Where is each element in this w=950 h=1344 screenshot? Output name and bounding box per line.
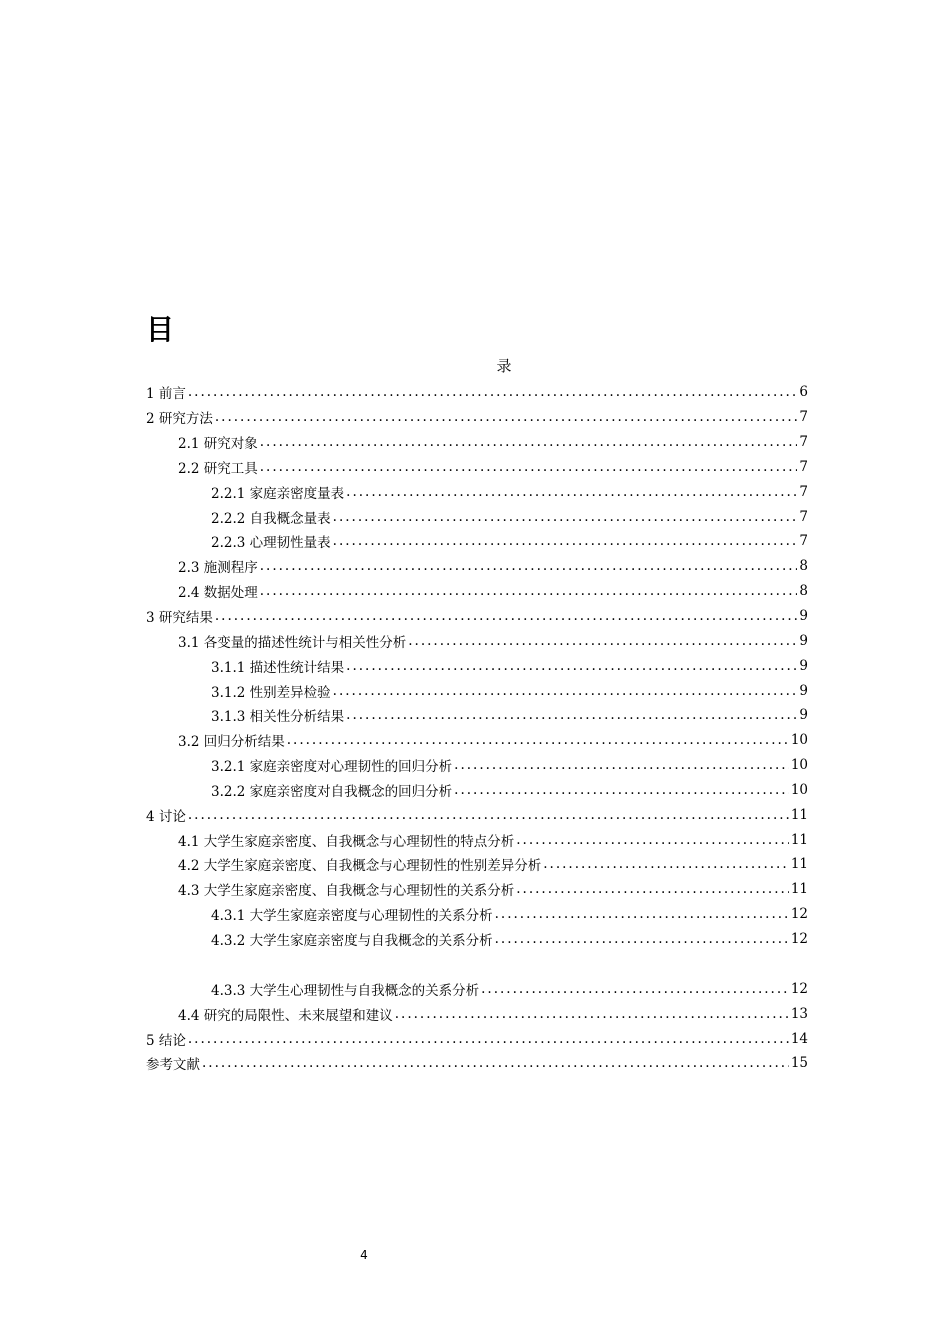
toc-entry[interactable] (146, 1026, 808, 1051)
toc-entry[interactable] (146, 430, 808, 455)
toc-entry[interactable] (146, 1001, 808, 1026)
toc-leader-dots (333, 683, 798, 699)
toc-entry-page: 8 (799, 583, 808, 600)
toc-entry-page: 6 (799, 384, 808, 401)
toc-entry-title: 2.2 研究工具 (178, 460, 258, 477)
toc-entry-title: 3.1.3 相关性分析结果 (211, 709, 345, 726)
toc-leader-dots (346, 484, 797, 500)
toc-leader-dots (260, 583, 798, 599)
toc-entry-title: 2.1 研究对象 (178, 436, 258, 453)
toc-entry-page: 12 (790, 906, 808, 923)
toc-entry[interactable] (146, 753, 808, 778)
toc-entry-title: 3.1.1 描述性统计结果 (211, 659, 345, 676)
toc-leader-dots (516, 881, 789, 897)
toc-entry-title: 4.4 研究的局限性、未来展望和建议 (178, 1007, 393, 1024)
toc-leader-dots (495, 906, 789, 922)
toc-entry-page: 7 (799, 508, 808, 525)
toc-entry[interactable] (146, 529, 808, 554)
toc-entry[interactable] (146, 504, 808, 529)
toc-leader-dots (188, 384, 798, 400)
toc-leader-dots (395, 1006, 789, 1022)
toc-entry-title: 1 前言 (146, 386, 186, 403)
toc-entry[interactable] (146, 455, 808, 480)
toc-entry-title: 2.2.3 心理韧性量表 (211, 535, 331, 552)
toc-leader-dots (287, 732, 789, 748)
toc-entry-page: 7 (799, 483, 808, 500)
toc-entry[interactable] (146, 827, 808, 852)
toc-leader-dots (188, 1031, 789, 1047)
toc-entry-title: 5 结论 (146, 1032, 186, 1049)
toc-leader-dots (495, 931, 789, 947)
toc-entry-page: 12 (790, 930, 808, 947)
toc-entry-title: 3 研究结果 (146, 610, 213, 627)
toc-leader-dots (215, 409, 798, 425)
toc-leader-dots (408, 633, 797, 649)
toc-entry[interactable] (146, 380, 808, 405)
toc-entry-page: 9 (799, 632, 808, 649)
toc-entry-page: 9 (799, 657, 808, 674)
toc-entry-page: 11 (790, 806, 808, 823)
toc-entry-page: 10 (790, 732, 808, 749)
page-number: 4 (360, 1248, 368, 1262)
toc-entry[interactable] (146, 405, 808, 430)
toc-entry-title: 3.2.2 家庭亲密度对自我概念的回归分析 (211, 783, 453, 800)
toc-entry-page: 11 (790, 881, 808, 898)
toc-entry-page: 15 (790, 1055, 808, 1072)
toc-entry-page: 9 (799, 608, 808, 625)
toc-leader-dots (333, 509, 798, 525)
toc-entry-title: 4.3.1 大学生家庭亲密度与心理韧性的关系分析 (211, 908, 493, 925)
toc-entry-title: 3.2 回归分析结果 (178, 734, 285, 751)
toc-leader-dots (202, 1055, 789, 1071)
toc-leader-dots (543, 856, 789, 872)
toc-entry-title: 4.3.3 大学生心理韧性与自我概念的关系分析 (211, 982, 480, 999)
toc-entry-page: 10 (790, 781, 808, 798)
toc-entry-title: 3.1.2 性别差异检验 (211, 684, 331, 701)
toc-entry-title: 2 研究方法 (146, 411, 213, 428)
toc-entry-page: 7 (799, 533, 808, 550)
toc-entry-page: 9 (799, 682, 808, 699)
toc-entry-page: 7 (799, 434, 808, 451)
toc-entry-page: 7 (799, 409, 808, 426)
toc-entry-page: 9 (799, 707, 808, 724)
toc-entry[interactable] (146, 902, 808, 927)
toc-entry-page: 7 (799, 458, 808, 475)
toc-entry[interactable] (146, 852, 808, 877)
toc-entry-title: 4.3 大学生家庭亲密度、自我概念与心理韧性的关系分析 (178, 883, 515, 900)
toc-entry-title: 2.2.2 自我概念量表 (211, 510, 331, 527)
toc-entry-page: 12 (790, 980, 808, 997)
toc-entry[interactable] (146, 554, 808, 579)
toc-leader-dots (346, 658, 797, 674)
toc-entry[interactable] (146, 579, 808, 604)
toc-entry-title: 4.1 大学生家庭亲密度、自我概念与心理韧性的特点分析 (178, 833, 515, 850)
toc-entry-title: 2.2.1 家庭亲密度量表 (211, 485, 345, 502)
toc-entry-title: 参考文献 (146, 1057, 200, 1074)
toc-leader-dots (260, 459, 798, 475)
toc-entry[interactable] (146, 479, 808, 504)
toc-entry-title: 4 讨论 (146, 808, 186, 825)
toc-entry[interactable] (146, 1051, 808, 1076)
toc-entry[interactable] (146, 802, 808, 827)
toc-entry[interactable] (146, 728, 808, 753)
toc-leader-dots (454, 782, 789, 798)
toc-entry-title: 3.1 各变量的描述性统计与相关性分析 (178, 634, 407, 651)
toc-entry-title: 4.3.2 大学生家庭亲密度与自我概念的关系分析 (211, 932, 493, 949)
toc-entry[interactable] (146, 678, 808, 703)
toc-leader-dots (215, 608, 798, 624)
toc-title-second-char: 录 (496, 357, 512, 375)
toc-entry-page: 11 (790, 831, 808, 848)
toc-entry-page: 11 (790, 856, 808, 873)
toc-entry[interactable] (146, 703, 808, 728)
toc-entry-title: 2.4 数据处理 (178, 585, 258, 602)
toc-leader-dots (346, 707, 797, 723)
toc-leader-dots (454, 757, 789, 773)
toc-leader-dots (481, 981, 789, 997)
toc-leader-dots (188, 807, 789, 823)
toc-entry[interactable] (146, 976, 808, 1001)
toc-entry-title: 3.2.1 家庭亲密度对心理韧性的回归分析 (211, 759, 453, 776)
table-of-contents (146, 380, 808, 1076)
toc-entry-page: 14 (790, 1030, 808, 1047)
toc-entry[interactable] (146, 604, 808, 629)
toc-entry[interactable] (146, 628, 808, 653)
toc-entry[interactable] (146, 877, 808, 902)
toc-title-first-char: 目 (146, 313, 175, 346)
toc-entry[interactable] (146, 927, 808, 952)
toc-entry-page: 13 (790, 1005, 808, 1022)
toc-leader-dots (260, 434, 798, 450)
toc-entry[interactable] (146, 653, 808, 678)
toc-entry[interactable] (146, 778, 808, 803)
toc-leader-dots (260, 558, 798, 574)
toc-entry-page: 8 (799, 558, 808, 575)
toc-leader-dots (333, 533, 798, 549)
toc-leader-dots (516, 832, 789, 848)
toc-entry-page: 10 (790, 757, 808, 774)
toc-entry-title: 4.2 大学生家庭亲密度、自我概念与心理韧性的性别差异分析 (178, 858, 542, 875)
toc-entry-title: 2.3 施测程序 (178, 560, 258, 577)
